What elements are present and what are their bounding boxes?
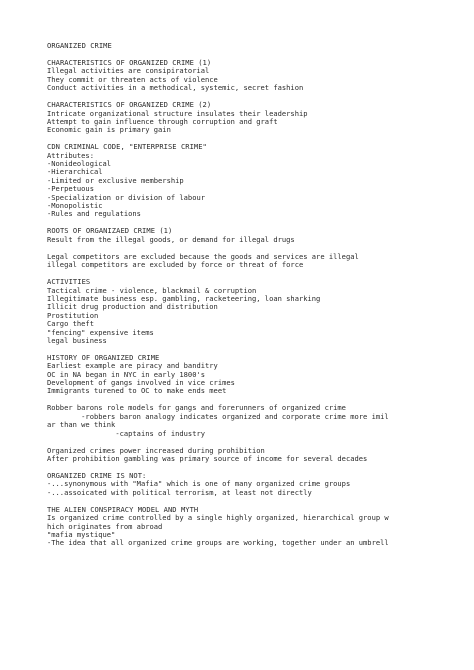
paragraph-gap (47, 270, 467, 279)
section-heading: THE ALIEN CONSPIRACY MODEL AND MYTH (47, 504, 199, 514)
text-line: -captains of industry (47, 428, 206, 438)
text-line: -Perpetuous (47, 184, 94, 194)
section-heading: ROOTS OF ORGANIZAED CRIME (1) (47, 226, 173, 236)
section-heading: CHARACTERISTICS OF ORGANIZED CRIME (1) (47, 57, 212, 67)
text-line: -...synonymous with "Mafia" which is one of many organized crime groups (47, 479, 351, 489)
text-line: Result from the illegal goods, or demand for illegal drugs (47, 234, 295, 244)
section-heading: ORGANIZED CRIME (47, 41, 112, 50)
text-line: Tactical crime - violence, blackmail & corruption (47, 285, 257, 295)
text-line: -The idea that all organized crime groups are working, together under an umbrell (47, 538, 389, 548)
text-line: Legal competitors are excluded because the goods and services are illegal (47, 251, 359, 261)
section-heading: CHARACTERISTICS OF ORGANIZED CRIME (2) (47, 100, 212, 110)
text-line: Organized crimes power increased during prohibition (47, 445, 265, 455)
text-line: illegal competitors are excluded by force or threat of force (47, 260, 304, 270)
text-line: Illegitimate business esp. gambling, racketeering, loan sharking (47, 293, 321, 303)
text-line: OC in NA began in NYC in early 1800's (47, 369, 206, 379)
text-line: Intricate organizational structure insulates their leadership (47, 108, 308, 118)
section-heading: CDN CRIMINAL CODE, "ENTERPRISE CRIME" (47, 142, 207, 152)
text-line: They commit or threaten acts of violence (47, 74, 218, 84)
text-line: -Nonideological (47, 159, 112, 169)
text-line: Cargo theft (47, 319, 94, 329)
text-line: After prohibition gambling was primary source of income for several decades (47, 453, 368, 463)
text-line: Conduct activities in a methodical, systemic, secret fashion (47, 83, 304, 93)
text-line: -Monopolistic (47, 201, 103, 211)
section-heading: ORGANIZED CRIME IS NOT: (47, 470, 147, 480)
text-line: Robber barons role models for gangs and forerunners of organized crime (47, 403, 346, 413)
text-line: hich originates from abroad (47, 521, 163, 531)
text-line: Economic gain is primary gain (47, 125, 171, 135)
text-line: Is organized crime controlled by a single highly organized, hierarchical group w (47, 513, 389, 523)
text-line: -robbers baron analogy indicates organized and corporate crime more imil (47, 411, 389, 421)
text-line: Illicit drug production and distribution (47, 302, 218, 312)
text-line: Development of gangs involved in vice crimes (47, 378, 235, 388)
text-line: ar than we think (47, 420, 116, 430)
text-line: "mafia mystique" (47, 529, 116, 539)
text-line: -Hierarchical (47, 167, 103, 177)
text-line: Immigrants turened to OC to make ends meet (47, 386, 227, 396)
text-line: -Limited or exclusive membership (47, 175, 184, 185)
document-page (47, 42, 467, 548)
section-heading: ACTIVITIES (47, 277, 91, 287)
text-line: Attempt to gain influence through corruption and graft (47, 116, 278, 126)
text-line: -Rules and regulations (47, 209, 141, 219)
text-line: -Specialization or division of labour (47, 192, 206, 202)
text-line: Illegal activities are consipiratorial (47, 66, 210, 76)
text-line: -...assoicated with political terrorism, at least not directly (47, 487, 312, 497)
text-line: Earliest example are piracy and banditry (47, 361, 218, 371)
text-line: Prostitution (47, 310, 99, 320)
text-line: legal business (47, 335, 107, 345)
text-line: "fencing" expensive items (47, 327, 154, 337)
section-heading: HISTORY OF ORGANIZED CRIME (47, 352, 160, 362)
text-line: Attributes: (47, 150, 94, 160)
